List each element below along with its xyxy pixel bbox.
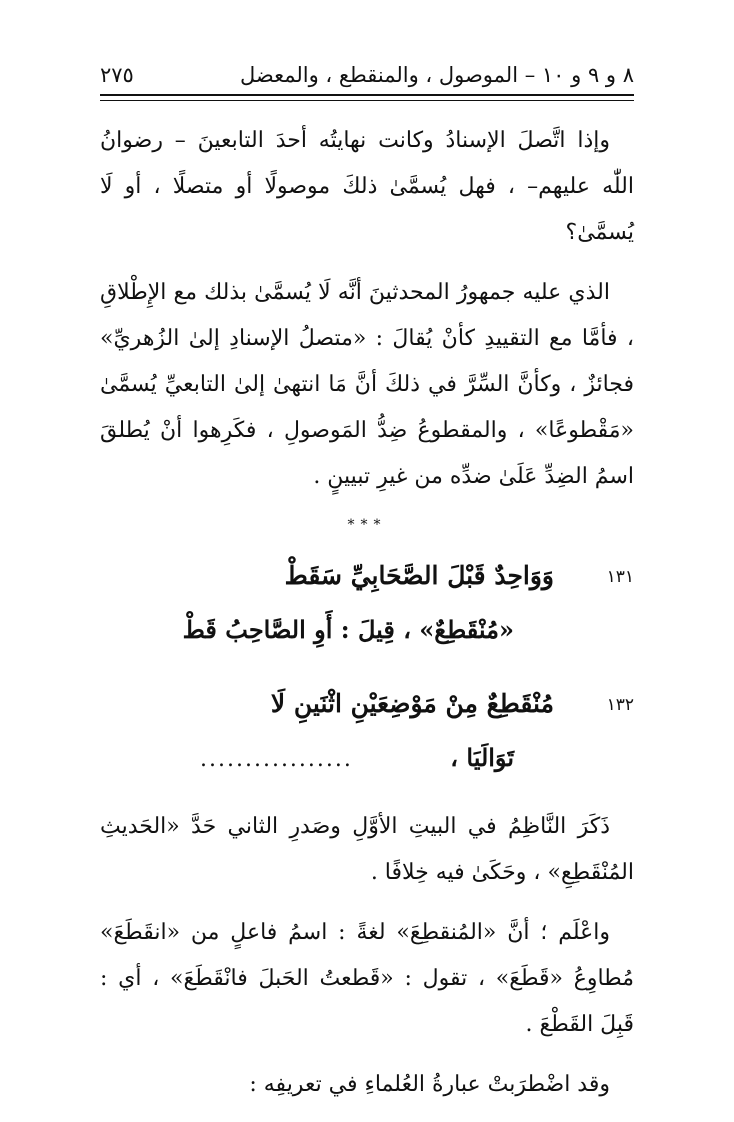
verse-text: «مُنْقَطِعٌ» ، قِيلَ : أَوِ الصَّاحِبُ قَطْ bbox=[182, 615, 514, 644]
verse-number: ١٣١ bbox=[606, 567, 634, 587]
verse-number: ١٣٢ bbox=[606, 695, 634, 715]
verse-text: مُنْقَطِعٌ مِنْ مَوْضِعَيْنِ اثْنَينِ لَا bbox=[270, 689, 554, 718]
verse-ellipsis: ................. bbox=[200, 747, 353, 772]
page-number: ٢٧٥ bbox=[100, 63, 134, 87]
paragraph: وقد اضْطرَبتْ عبارةُ العُلماءِ في تعريفِه : bbox=[249, 1072, 610, 1097]
header-title: ٨ و ٩ و ١٠ – الموصول ، والمنقطع ، والمعضل bbox=[239, 63, 634, 87]
paragraph: واعْلَم ؛ أنَّ «المُنقطِعَ» لغةً : اسمُ فاعلٍ من «انقَطَعَ» مُطاوِعُ «قَطَعَ» ، تقول : «قَطعتُ الحَبلَ فانْقَطَعَ» ، أي : قَبِلَ القَطْعَ . bbox=[100, 920, 634, 1037]
page-body bbox=[100, 118, 634, 1122]
verse-text: وَوَاحِدٌ قَبْلَ الصَّحَابِيِّ سَقَطْ bbox=[284, 561, 554, 590]
header-rule-thick bbox=[100, 94, 634, 96]
paragraph: ذَكَرَ النَّاظِمُ في البيتِ الأوَّلِ وصَدرِ الثاني حَدَّ «الحَديثِ المُنْقَطِعِ» ، وحَكَىٰ فيه خِلافًا . bbox=[100, 814, 634, 885]
verse-131-line-1 bbox=[100, 548, 634, 606]
verse-131-line-2 bbox=[100, 606, 634, 664]
section-separator: *** bbox=[347, 517, 387, 533]
running-header bbox=[100, 58, 634, 92]
header-rule-thin bbox=[100, 100, 634, 101]
paragraph: وإذا اتَّصلَ الإسنادُ وكانت نهايتُه أحدَ التابعينَ – رضوانُ اللّٰه عليهم– ، فهل يُسمَّىٰ ذلكَ موصولًا أو متصلًا ، أو لَا يُسمَّىٰ؟ bbox=[100, 128, 634, 245]
verse-132-line-1 bbox=[100, 676, 634, 734]
verse-text: تَوَالَيَا ، bbox=[450, 743, 514, 772]
verse-132-line-2 bbox=[100, 734, 634, 792]
paragraph: الذي عليه جمهورُ المحدثينَ أنَّه لَا يُسمَّىٰ بذلك مع الإِطْلاقِ ، فأمَّا مع التقييدِ كأنْ يُقالَ : «متصلُ الإسنادِ إلىٰ الزُهريِّ» فجائزٌ ، وكأنَّ السِّرَّ في ذلكَ أنَّ مَا انتهىٰ إلىٰ التابعيِّ يُسمَّىٰ «مَقْطوعًا» ، والمقطوعُ ضِدُّ المَوصولِ ، فكَرِهوا أنْ يُطلقَ اسمُ الضِدِّ عَلَىٰ ضدِّه من غيرِ تبيينٍ . bbox=[100, 280, 634, 489]
